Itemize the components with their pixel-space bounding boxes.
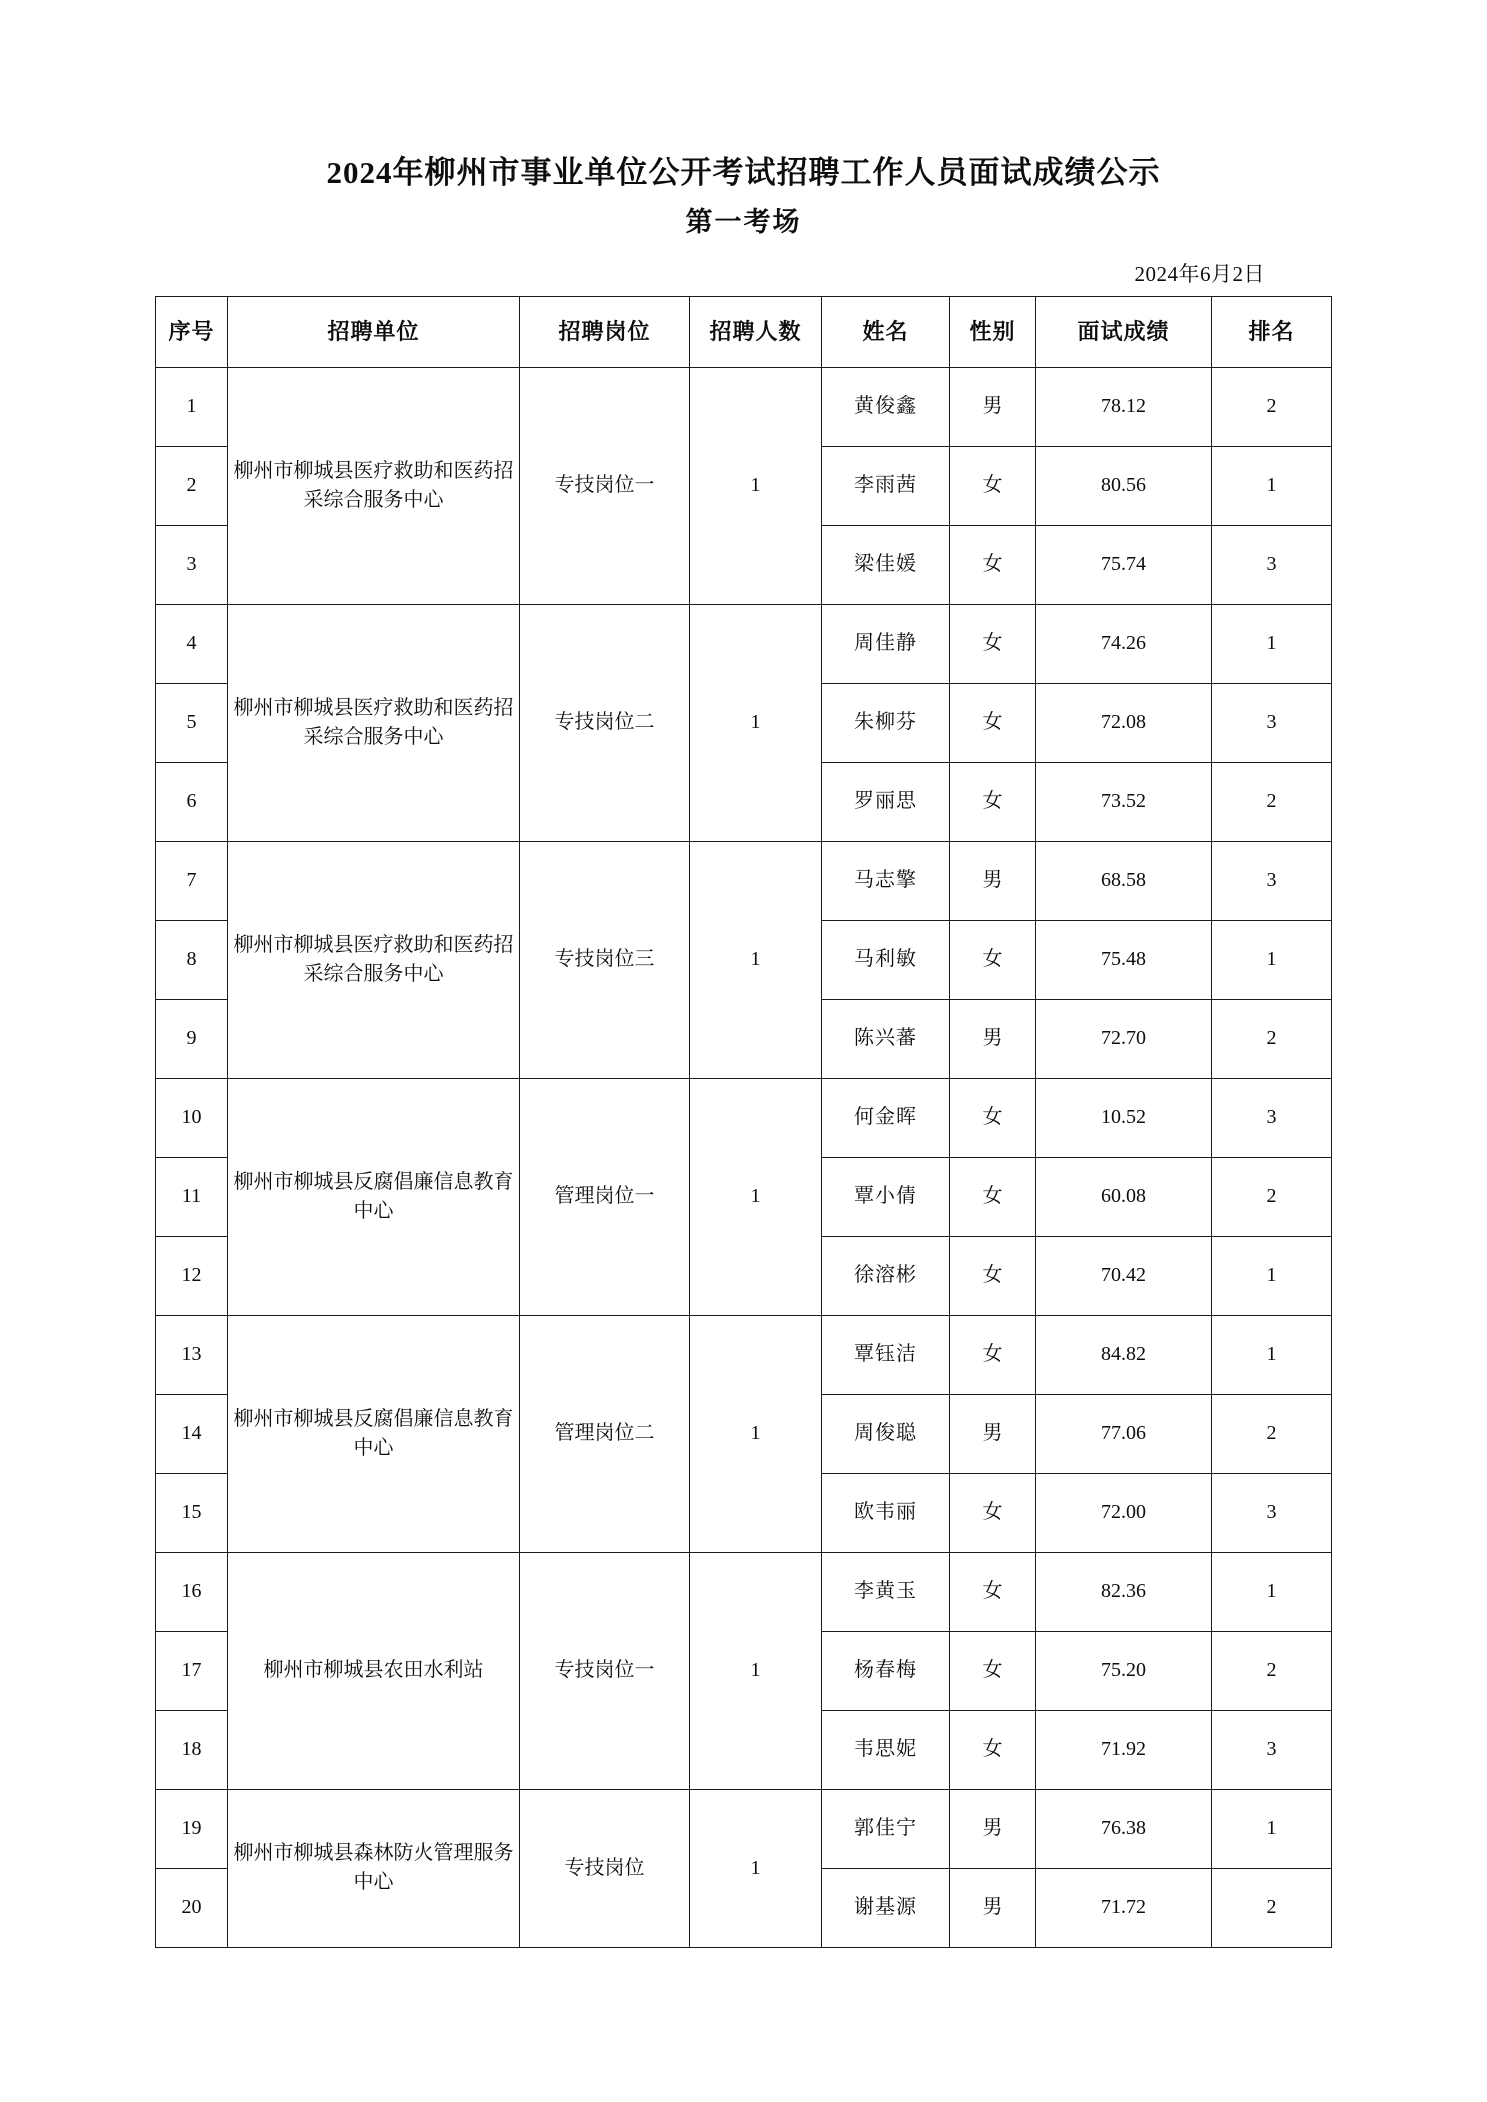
cell-sex: 女 — [950, 1552, 1036, 1631]
cell-rank: 2 — [1212, 1631, 1332, 1710]
cell-rank: 3 — [1212, 683, 1332, 762]
cell-score: 72.00 — [1036, 1473, 1212, 1552]
cell-sex: 女 — [950, 920, 1036, 999]
cell-name: 朱柳芬 — [822, 683, 950, 762]
publish-date: 2024年6月2日 — [1134, 261, 1265, 286]
table-row — [156, 1552, 1332, 1631]
cell-rank: 2 — [1212, 762, 1332, 841]
cell-name: 杨春梅 — [822, 1631, 950, 1710]
cell-index: 15 — [156, 1473, 228, 1552]
cell-sex: 男 — [950, 1394, 1036, 1473]
cell-name: 罗丽思 — [822, 762, 950, 841]
cell-name: 李雨茜 — [822, 446, 950, 525]
cell-count: 1 — [690, 1315, 822, 1552]
cell-sex: 女 — [950, 1157, 1036, 1236]
column-header-index: 序号 — [156, 296, 228, 367]
cell-post: 专技岗位三 — [520, 841, 690, 1078]
cell-index: 19 — [156, 1789, 228, 1868]
cell-name: 谢基源 — [822, 1868, 950, 1947]
cell-sex: 女 — [950, 1078, 1036, 1157]
column-header-sex: 性别 — [950, 296, 1036, 367]
cell-sex: 女 — [950, 1315, 1036, 1394]
cell-score: 70.42 — [1036, 1236, 1212, 1315]
cell-post: 专技岗位二 — [520, 604, 690, 841]
cell-index: 14 — [156, 1394, 228, 1473]
cell-score: 75.74 — [1036, 525, 1212, 604]
cell-score: 84.82 — [1036, 1315, 1212, 1394]
cell-rank: 2 — [1212, 999, 1332, 1078]
cell-sex: 女 — [950, 1236, 1036, 1315]
cell-name: 覃钰洁 — [822, 1315, 950, 1394]
cell-unit: 柳州市柳城县农田水利站 — [228, 1552, 520, 1789]
cell-rank: 3 — [1212, 1078, 1332, 1157]
cell-rank: 3 — [1212, 1710, 1332, 1789]
cell-index: 7 — [156, 841, 228, 920]
cell-score: 10.52 — [1036, 1078, 1212, 1157]
cell-score: 73.52 — [1036, 762, 1212, 841]
cell-name: 周俊聪 — [822, 1394, 950, 1473]
cell-rank: 2 — [1212, 1394, 1332, 1473]
cell-rank: 3 — [1212, 1473, 1332, 1552]
cell-index: 4 — [156, 604, 228, 683]
cell-post: 专技岗位一 — [520, 1552, 690, 1789]
cell-post: 管理岗位二 — [520, 1315, 690, 1552]
cell-index: 1 — [156, 367, 228, 446]
cell-index: 12 — [156, 1236, 228, 1315]
cell-index: 10 — [156, 1078, 228, 1157]
cell-rank: 2 — [1212, 1868, 1332, 1947]
cell-sex: 男 — [950, 1868, 1036, 1947]
cell-unit: 柳州市柳城县医疗救助和医药招采综合服务中心 — [228, 841, 520, 1078]
cell-index: 2 — [156, 446, 228, 525]
cell-name: 马利敏 — [822, 920, 950, 999]
cell-sex: 女 — [950, 1631, 1036, 1710]
cell-index: 20 — [156, 1868, 228, 1947]
cell-rank: 1 — [1212, 1315, 1332, 1394]
table-row — [156, 1078, 1332, 1157]
cell-rank: 3 — [1212, 841, 1332, 920]
column-header-count: 招聘人数 — [690, 296, 822, 367]
cell-name: 陈兴蕃 — [822, 999, 950, 1078]
table-row — [156, 1315, 1332, 1394]
cell-index: 17 — [156, 1631, 228, 1710]
cell-name: 韦思妮 — [822, 1710, 950, 1789]
cell-sex: 男 — [950, 999, 1036, 1078]
cell-count: 1 — [690, 1078, 822, 1315]
results-table — [155, 296, 1332, 1948]
page-title: 2024年柳州市事业单位公开考试招聘工作人员面试成绩公示 — [326, 155, 1161, 190]
cell-index: 16 — [156, 1552, 228, 1631]
cell-rank: 2 — [1212, 367, 1332, 446]
cell-score: 75.48 — [1036, 920, 1212, 999]
cell-rank: 1 — [1212, 446, 1332, 525]
cell-name: 梁佳媛 — [822, 525, 950, 604]
cell-sex: 男 — [950, 367, 1036, 446]
cell-name: 马志擎 — [822, 841, 950, 920]
cell-score: 60.08 — [1036, 1157, 1212, 1236]
cell-unit: 柳州市柳城县医疗救助和医药招采综合服务中心 — [228, 367, 520, 604]
page-subtitle: 第一考场 — [685, 206, 802, 237]
cell-index: 5 — [156, 683, 228, 762]
cell-count: 1 — [690, 604, 822, 841]
table-row — [156, 604, 1332, 683]
cell-sex: 男 — [950, 841, 1036, 920]
cell-name: 郭佳宁 — [822, 1789, 950, 1868]
cell-score: 75.20 — [1036, 1631, 1212, 1710]
cell-score: 82.36 — [1036, 1552, 1212, 1631]
cell-rank: 2 — [1212, 1157, 1332, 1236]
table-row — [156, 841, 1332, 920]
cell-score: 78.12 — [1036, 367, 1212, 446]
cell-count: 1 — [690, 841, 822, 1078]
cell-count: 1 — [690, 1552, 822, 1789]
cell-name: 徐溶彬 — [822, 1236, 950, 1315]
cell-score: 80.56 — [1036, 446, 1212, 525]
cell-sex: 女 — [950, 446, 1036, 525]
cell-name: 覃小倩 — [822, 1157, 950, 1236]
column-header-post: 招聘岗位 — [520, 296, 690, 367]
cell-sex: 女 — [950, 525, 1036, 604]
cell-index: 8 — [156, 920, 228, 999]
cell-sex: 女 — [950, 762, 1036, 841]
column-header-score: 面试成绩 — [1036, 296, 1212, 367]
cell-unit: 柳州市柳城县医疗救助和医药招采综合服务中心 — [228, 604, 520, 841]
cell-score: 72.08 — [1036, 683, 1212, 762]
cell-score: 71.72 — [1036, 1868, 1212, 1947]
cell-post: 管理岗位一 — [520, 1078, 690, 1315]
cell-index: 9 — [156, 999, 228, 1078]
column-header-rank: 排名 — [1212, 296, 1332, 367]
cell-unit: 柳州市柳城县森林防火管理服务中心 — [228, 1789, 520, 1947]
cell-sex: 女 — [950, 1473, 1036, 1552]
cell-sex: 女 — [950, 1710, 1036, 1789]
cell-sex: 男 — [950, 1789, 1036, 1868]
cell-sex: 女 — [950, 683, 1036, 762]
cell-post: 专技岗位 — [520, 1789, 690, 1947]
cell-sex: 女 — [950, 604, 1036, 683]
column-header-name: 姓名 — [822, 296, 950, 367]
cell-rank: 1 — [1212, 920, 1332, 999]
table-row — [156, 367, 1332, 446]
cell-name: 黄俊鑫 — [822, 367, 950, 446]
cell-name: 欧韦丽 — [822, 1473, 950, 1552]
cell-rank: 3 — [1212, 525, 1332, 604]
cell-rank: 1 — [1212, 604, 1332, 683]
cell-index: 18 — [156, 1710, 228, 1789]
cell-score: 71.92 — [1036, 1710, 1212, 1789]
cell-rank: 1 — [1212, 1552, 1332, 1631]
cell-score: 68.58 — [1036, 841, 1212, 920]
cell-rank: 1 — [1212, 1236, 1332, 1315]
cell-index: 11 — [156, 1157, 228, 1236]
cell-score: 77.06 — [1036, 1394, 1212, 1473]
cell-rank: 1 — [1212, 1789, 1332, 1868]
header-row — [156, 296, 1332, 367]
cell-post: 专技岗位一 — [520, 367, 690, 604]
cell-score: 76.38 — [1036, 1789, 1212, 1868]
table-header — [156, 296, 1332, 367]
cell-index: 6 — [156, 762, 228, 841]
cell-name: 何金晖 — [822, 1078, 950, 1157]
column-header-unit: 招聘单位 — [228, 296, 520, 367]
cell-index: 3 — [156, 525, 228, 604]
cell-count: 1 — [690, 1789, 822, 1947]
cell-name: 周佳静 — [822, 604, 950, 683]
table-body — [156, 367, 1332, 1947]
cell-score: 74.26 — [1036, 604, 1212, 683]
cell-index: 13 — [156, 1315, 228, 1394]
cell-score: 72.70 — [1036, 999, 1212, 1078]
cell-unit: 柳州市柳城县反腐倡廉信息教育中心 — [228, 1078, 520, 1315]
cell-name: 李黄玉 — [822, 1552, 950, 1631]
cell-count: 1 — [690, 367, 822, 604]
table-row — [156, 1789, 1332, 1868]
cell-unit: 柳州市柳城县反腐倡廉信息教育中心 — [228, 1315, 520, 1552]
